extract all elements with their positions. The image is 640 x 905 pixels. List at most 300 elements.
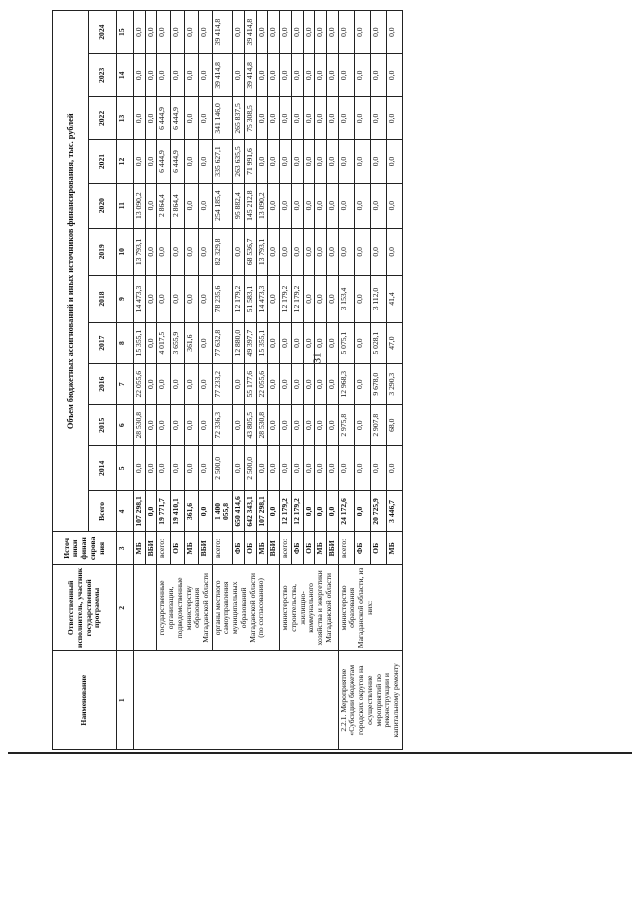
value-cell: 0,0 bbox=[354, 183, 370, 228]
value-cell: 0,0 bbox=[145, 54, 157, 97]
total-cell: 3 446,7 bbox=[386, 491, 402, 532]
value-cell: 0,0 bbox=[280, 228, 292, 275]
value-cell: 0,0 bbox=[370, 54, 386, 97]
value-cell: 12 179,2 bbox=[291, 275, 303, 322]
value-cell: 0,0 bbox=[315, 228, 327, 275]
col-number: 14 bbox=[117, 54, 134, 97]
col-number: 10 bbox=[117, 228, 134, 275]
value-cell: 0,0 bbox=[198, 405, 212, 446]
value-cell: 0,0 bbox=[256, 11, 268, 54]
source-cell: ВБИ bbox=[326, 532, 338, 565]
value-cell: 13 793,1 bbox=[256, 228, 268, 275]
value-cell: 0,0 bbox=[157, 228, 171, 275]
header-year: 2016 bbox=[89, 364, 117, 405]
value-cell: 82 329,8 bbox=[212, 228, 232, 275]
col-number: 6 bbox=[117, 405, 134, 446]
value-cell: 0,0 bbox=[145, 446, 157, 491]
value-cell: 0,0 bbox=[315, 364, 327, 405]
source-cell: ФБ bbox=[291, 532, 303, 565]
value-cell: 0,0 bbox=[280, 405, 292, 446]
header-year: 2023 bbox=[89, 54, 117, 97]
value-cell: 0,0 bbox=[338, 11, 354, 54]
value-cell: 0,0 bbox=[386, 54, 402, 97]
value-cell: 6 444,9 bbox=[171, 140, 185, 183]
header-volume-title: Объем бюджетных ассигнований и иных источников финансирования, тыс. рублей bbox=[53, 11, 89, 532]
value-cell: 0,0 bbox=[268, 275, 280, 322]
header-year: 2017 bbox=[89, 323, 117, 364]
value-cell: 0,0 bbox=[315, 11, 327, 54]
value-cell: 0,0 bbox=[171, 446, 185, 491]
value-cell: 0,0 bbox=[315, 405, 327, 446]
value-cell: 68 536,7 bbox=[244, 228, 256, 275]
value-cell: 3 655,9 bbox=[171, 323, 185, 364]
value-cell: 41,4 bbox=[386, 275, 402, 322]
value-cell: 0,0 bbox=[354, 405, 370, 446]
value-cell: 0,0 bbox=[338, 54, 354, 97]
value-cell: 0,0 bbox=[370, 140, 386, 183]
value-cell: 2 864,4 bbox=[157, 183, 171, 228]
value-cell: 0,0 bbox=[185, 405, 199, 446]
value-cell: 0,0 bbox=[198, 228, 212, 275]
value-cell: 0,0 bbox=[326, 446, 338, 491]
value-cell: 0,0 bbox=[386, 97, 402, 140]
value-cell: 0,0 bbox=[134, 11, 146, 54]
value-cell: 0,0 bbox=[370, 446, 386, 491]
total-cell: 0,0 bbox=[303, 491, 315, 532]
value-cell: 0,0 bbox=[303, 405, 315, 446]
value-cell: 0,0 bbox=[280, 11, 292, 54]
name-cell-empty bbox=[134, 651, 339, 750]
value-cell: 335 627,1 bbox=[212, 140, 232, 183]
value-cell: 6 444,9 bbox=[157, 97, 171, 140]
value-cell: 0,0 bbox=[326, 364, 338, 405]
executor-ministry-construction: министерство строительства, жилищно-коммунального хозяйства и энергетики Магаданской области bbox=[280, 565, 339, 651]
header-year: 2024 bbox=[89, 11, 117, 54]
value-cell: 0,0 bbox=[268, 140, 280, 183]
col-number: 3 bbox=[117, 532, 134, 565]
value-cell: 0,0 bbox=[171, 228, 185, 275]
total-cell: 19 410,1 bbox=[171, 491, 185, 532]
value-cell: 22 055,6 bbox=[134, 364, 146, 405]
value-cell: 0,0 bbox=[303, 183, 315, 228]
source-cell: ВБИ bbox=[198, 532, 212, 565]
value-cell: 0,0 bbox=[157, 11, 171, 54]
value-cell: 0,0 bbox=[303, 54, 315, 97]
source-cell: ОБ bbox=[303, 532, 315, 565]
header-year: 2020 bbox=[89, 183, 117, 228]
value-cell: 0,0 bbox=[233, 11, 245, 54]
value-cell: 0,0 bbox=[185, 97, 199, 140]
value-cell: 3 290,3 bbox=[386, 364, 402, 405]
value-cell: 0,0 bbox=[280, 97, 292, 140]
value-cell: 0,0 bbox=[303, 323, 315, 364]
value-cell: 28 530,8 bbox=[134, 405, 146, 446]
value-cell: 0,0 bbox=[134, 140, 146, 183]
value-cell: 0,0 bbox=[338, 183, 354, 228]
value-cell: 12 179,2 bbox=[233, 275, 245, 322]
col-number: 11 bbox=[117, 183, 134, 228]
value-cell: 0,0 bbox=[326, 323, 338, 364]
value-cell: 0,0 bbox=[256, 54, 268, 97]
executor-gov-orgs: государственные организации, подведомственные министерству образования Магаданской области bbox=[157, 565, 212, 651]
value-cell: 2 500,0 bbox=[244, 446, 256, 491]
value-cell: 0,0 bbox=[198, 364, 212, 405]
source-cell: ОБ bbox=[370, 532, 386, 565]
value-cell: 0,0 bbox=[386, 228, 402, 275]
value-cell: 0,0 bbox=[256, 97, 268, 140]
value-cell: 78 235,6 bbox=[212, 275, 232, 322]
value-cell: 0,0 bbox=[370, 97, 386, 140]
source-cell: ВБИ bbox=[145, 532, 157, 565]
value-cell: 0,0 bbox=[268, 364, 280, 405]
value-cell: 0,0 bbox=[291, 183, 303, 228]
value-cell: 0,0 bbox=[315, 183, 327, 228]
value-cell: 0,0 bbox=[291, 97, 303, 140]
value-cell: 0,0 bbox=[338, 446, 354, 491]
total-cell: 0,0 bbox=[315, 491, 327, 532]
value-cell: 0,0 bbox=[145, 405, 157, 446]
source-cell: МБ bbox=[134, 532, 146, 565]
source-cell: всего: bbox=[212, 532, 232, 565]
value-cell: 12 968,3 bbox=[338, 364, 354, 405]
value-cell: 55 177,6 bbox=[244, 364, 256, 405]
col-number: 7 bbox=[117, 364, 134, 405]
value-cell: 0,0 bbox=[326, 275, 338, 322]
value-cell: 0,0 bbox=[303, 228, 315, 275]
value-cell: 0,0 bbox=[326, 54, 338, 97]
value-cell: 0,0 bbox=[268, 97, 280, 140]
value-cell: 0,0 bbox=[134, 446, 146, 491]
header-total: Всего bbox=[89, 491, 117, 532]
value-cell: 0,0 bbox=[315, 275, 327, 322]
value-cell: 0,0 bbox=[326, 11, 338, 54]
value-cell: 0,0 bbox=[256, 140, 268, 183]
value-cell: 0,0 bbox=[386, 140, 402, 183]
value-cell: 77 233,2 bbox=[212, 364, 232, 405]
value-cell: 0,0 bbox=[386, 11, 402, 54]
value-cell: 0,0 bbox=[303, 140, 315, 183]
value-cell: 0,0 bbox=[280, 364, 292, 405]
value-cell: 0,0 bbox=[370, 183, 386, 228]
source-cell: МБ bbox=[185, 532, 199, 565]
value-cell: 5 028,1 bbox=[370, 323, 386, 364]
value-cell: 0,0 bbox=[291, 405, 303, 446]
value-cell: 0,0 bbox=[145, 183, 157, 228]
executor-cell-empty bbox=[134, 565, 157, 651]
value-cell: 0,0 bbox=[198, 323, 212, 364]
value-cell: 0,0 bbox=[198, 140, 212, 183]
source-cell: ОБ bbox=[171, 532, 185, 565]
value-cell: 0,0 bbox=[354, 54, 370, 97]
header-year: 2018 bbox=[89, 275, 117, 322]
value-cell: 0,0 bbox=[280, 323, 292, 364]
value-cell: 0,0 bbox=[233, 364, 245, 405]
value-cell: 71 991,6 bbox=[244, 140, 256, 183]
header-year: 2015 bbox=[89, 405, 117, 446]
value-cell: 0,0 bbox=[145, 323, 157, 364]
value-cell: 12 179,2 bbox=[280, 275, 292, 322]
executor-local-gov: органы местного самоуправления муниципальных образований Магаданской области (по согласованию) bbox=[212, 565, 279, 651]
total-cell: 19 771,7 bbox=[157, 491, 171, 532]
total-cell: 12 179,2 bbox=[291, 491, 303, 532]
value-cell: 0,0 bbox=[291, 54, 303, 97]
value-cell: 68,0 bbox=[386, 405, 402, 446]
value-cell: 0,0 bbox=[370, 11, 386, 54]
header-year: 2021 bbox=[89, 140, 117, 183]
value-cell: 0,0 bbox=[134, 97, 146, 140]
value-cell: 0,0 bbox=[315, 97, 327, 140]
value-cell: 2 907,8 bbox=[370, 405, 386, 446]
value-cell: 0,0 bbox=[198, 11, 212, 54]
value-cell: 0,0 bbox=[303, 446, 315, 491]
value-cell: 0,0 bbox=[338, 97, 354, 140]
value-cell: 0,0 bbox=[354, 275, 370, 322]
value-cell: 0,0 bbox=[354, 446, 370, 491]
total-cell: 0,0 bbox=[326, 491, 338, 532]
value-cell: 0,0 bbox=[315, 446, 327, 491]
value-cell: 0,0 bbox=[157, 405, 171, 446]
source-cell: ФБ bbox=[354, 532, 370, 565]
value-cell: 0,0 bbox=[233, 54, 245, 97]
total-cell: 24 172,6 bbox=[338, 491, 354, 532]
value-cell: 0,0 bbox=[157, 446, 171, 491]
col-number: 12 bbox=[117, 140, 134, 183]
col-number: 5 bbox=[117, 446, 134, 491]
value-cell: 341 146,0 bbox=[212, 97, 232, 140]
value-cell: 72 336,3 bbox=[212, 405, 232, 446]
source-cell: МБ bbox=[315, 532, 327, 565]
header-year: 2014 bbox=[89, 446, 117, 491]
measure-name: 2.2.1. Мероприятие «Субсидии бюджетам городских округов на осуществление мероприятий по реконструкции и капитальному ремонту bbox=[338, 651, 402, 750]
source-cell: ВБИ bbox=[268, 532, 280, 565]
col-number: 13 bbox=[117, 97, 134, 140]
value-cell: 0,0 bbox=[280, 446, 292, 491]
funding-table bbox=[52, 10, 403, 750]
value-cell: 0,0 bbox=[145, 140, 157, 183]
header-year: 2022 bbox=[89, 97, 117, 140]
value-cell: 0,0 bbox=[268, 228, 280, 275]
value-cell: 0,0 bbox=[354, 323, 370, 364]
value-cell: 3 112,0 bbox=[370, 275, 386, 322]
executor-ministry-education: министерство образования Магаданской области, из них: bbox=[338, 565, 402, 651]
header-name: Наименование bbox=[53, 651, 117, 750]
value-cell: 0,0 bbox=[171, 11, 185, 54]
value-cell: 254 185,4 bbox=[212, 183, 232, 228]
value-cell: 14 473,3 bbox=[134, 275, 146, 322]
source-cell: всего: bbox=[157, 532, 171, 565]
value-cell: 0,0 bbox=[198, 446, 212, 491]
value-cell: 0,0 bbox=[157, 54, 171, 97]
value-cell: 0,0 bbox=[171, 275, 185, 322]
value-cell: 22 055,6 bbox=[256, 364, 268, 405]
value-cell: 0,0 bbox=[268, 446, 280, 491]
value-cell: 6 444,9 bbox=[171, 97, 185, 140]
value-cell: 0,0 bbox=[326, 405, 338, 446]
value-cell: 0,0 bbox=[315, 54, 327, 97]
page-number: 31 bbox=[311, 352, 324, 364]
source-cell: всего: bbox=[338, 532, 354, 565]
value-cell: 49 397,7 bbox=[244, 323, 256, 364]
value-cell: 0,0 bbox=[370, 228, 386, 275]
value-cell: 0,0 bbox=[326, 97, 338, 140]
value-cell: 0,0 bbox=[198, 54, 212, 97]
value-cell: 0,0 bbox=[386, 446, 402, 491]
rotated-table-wrapper bbox=[52, 10, 587, 750]
value-cell: 361,6 bbox=[185, 323, 199, 364]
total-cell: 0,0 bbox=[268, 491, 280, 532]
source-cell: ОБ bbox=[244, 532, 256, 565]
total-cell: 642 343,1 bbox=[244, 491, 256, 532]
value-cell: 13 090,2 bbox=[134, 183, 146, 228]
value-cell: 12 880,0 bbox=[233, 323, 245, 364]
value-cell: 0,0 bbox=[303, 11, 315, 54]
col-number: 9 bbox=[117, 275, 134, 322]
value-cell: 0,0 bbox=[291, 11, 303, 54]
value-cell: 0,0 bbox=[354, 11, 370, 54]
total-cell: 0,0 bbox=[145, 491, 157, 532]
value-cell: 0,0 bbox=[291, 323, 303, 364]
value-cell: 39 414,8 bbox=[244, 11, 256, 54]
total-cell: 12 179,2 bbox=[280, 491, 292, 532]
value-cell: 95 882,4 bbox=[233, 183, 245, 228]
value-cell: 0,0 bbox=[185, 275, 199, 322]
value-cell: 28 530,8 bbox=[256, 405, 268, 446]
source-cell: МБ bbox=[386, 532, 402, 565]
value-cell: 0,0 bbox=[303, 97, 315, 140]
source-cell: всего: bbox=[280, 532, 292, 565]
value-cell: 39 414,8 bbox=[212, 54, 232, 97]
value-cell: 47,0 bbox=[386, 323, 402, 364]
col-number: 15 bbox=[117, 11, 134, 54]
value-cell: 0,0 bbox=[315, 323, 327, 364]
value-cell: 0,0 bbox=[354, 97, 370, 140]
col-number: 2 bbox=[117, 565, 134, 651]
value-cell: 0,0 bbox=[256, 446, 268, 491]
value-cell: 0,0 bbox=[268, 54, 280, 97]
value-cell: 13 090,2 bbox=[256, 183, 268, 228]
value-cell: 2 975,8 bbox=[338, 405, 354, 446]
value-cell: 0,0 bbox=[291, 140, 303, 183]
value-cell: 0,0 bbox=[198, 275, 212, 322]
value-cell: 0,0 bbox=[171, 364, 185, 405]
value-cell: 0,0 bbox=[145, 228, 157, 275]
value-cell: 15 355,1 bbox=[134, 323, 146, 364]
value-cell: 0,0 bbox=[198, 97, 212, 140]
value-cell: 15 355,1 bbox=[256, 323, 268, 364]
value-cell: 0,0 bbox=[171, 54, 185, 97]
total-cell: 650 414,6 bbox=[233, 491, 245, 532]
value-cell: 0,0 bbox=[291, 364, 303, 405]
total-cell: 361,6 bbox=[185, 491, 199, 532]
value-cell: 6 444,9 bbox=[157, 140, 171, 183]
value-cell: 2 864,4 bbox=[171, 183, 185, 228]
total-cell: 107 298,1 bbox=[256, 491, 268, 532]
value-cell: 0,0 bbox=[280, 54, 292, 97]
value-cell: 14 473,3 bbox=[256, 275, 268, 322]
value-cell: 0,0 bbox=[145, 97, 157, 140]
value-cell: 0,0 bbox=[185, 54, 199, 97]
value-cell: 2 500,0 bbox=[212, 446, 232, 491]
value-cell: 39 414,8 bbox=[212, 11, 232, 54]
value-cell: 0,0 bbox=[386, 183, 402, 228]
value-cell: 4 017,5 bbox=[157, 323, 171, 364]
value-cell: 13 793,1 bbox=[134, 228, 146, 275]
value-cell: 0,0 bbox=[185, 11, 199, 54]
total-cell: 0,0 bbox=[354, 491, 370, 532]
value-cell: 145 212,8 bbox=[244, 183, 256, 228]
value-cell: 0,0 bbox=[198, 183, 212, 228]
value-cell: 43 805,5 bbox=[244, 405, 256, 446]
value-cell: 0,0 bbox=[315, 140, 327, 183]
value-cell: 0,0 bbox=[157, 364, 171, 405]
value-cell: 5 075,1 bbox=[338, 323, 354, 364]
value-cell: 0,0 bbox=[185, 228, 199, 275]
value-cell: 0,0 bbox=[171, 405, 185, 446]
total-cell: 0,0 bbox=[198, 491, 212, 532]
value-cell: 0,0 bbox=[233, 228, 245, 275]
source-cell: ФБ bbox=[233, 532, 245, 565]
value-cell: 0,0 bbox=[145, 11, 157, 54]
source-cell: МБ bbox=[256, 532, 268, 565]
value-cell: 0,0 bbox=[280, 183, 292, 228]
value-cell: 0,0 bbox=[303, 275, 315, 322]
value-cell: 0,0 bbox=[326, 140, 338, 183]
value-cell: 3 153,4 bbox=[338, 275, 354, 322]
total-cell: 107 298,1 bbox=[134, 491, 146, 532]
col-number: 1 bbox=[117, 651, 134, 750]
value-cell: 0,0 bbox=[185, 183, 199, 228]
value-cell: 0,0 bbox=[268, 405, 280, 446]
col-number: 4 bbox=[117, 491, 134, 532]
value-cell: 9 678,0 bbox=[370, 364, 386, 405]
value-cell: 0,0 bbox=[134, 54, 146, 97]
header-year: 2019 bbox=[89, 228, 117, 275]
value-cell: 0,0 bbox=[268, 11, 280, 54]
value-cell: 77 632,8 bbox=[212, 323, 232, 364]
value-cell: 0,0 bbox=[268, 323, 280, 364]
value-cell: 0,0 bbox=[291, 446, 303, 491]
value-cell: 51 583,1 bbox=[244, 275, 256, 322]
value-cell: 0,0 bbox=[157, 275, 171, 322]
total-cell: 20 725,9 bbox=[370, 491, 386, 532]
value-cell: 75 308,5 bbox=[244, 97, 256, 140]
value-cell: 263 635,5 bbox=[233, 140, 245, 183]
value-cell: 0,0 bbox=[338, 140, 354, 183]
value-cell: 0,0 bbox=[145, 364, 157, 405]
value-cell: 39 414,8 bbox=[244, 54, 256, 97]
value-cell: 0,0 bbox=[145, 275, 157, 322]
col-number: 8 bbox=[117, 323, 134, 364]
value-cell: 0,0 bbox=[326, 183, 338, 228]
total-cell: 1 400 055,8 bbox=[212, 491, 232, 532]
value-cell: 0,0 bbox=[303, 364, 315, 405]
value-cell: 0,0 bbox=[326, 228, 338, 275]
value-cell: 0,0 bbox=[185, 140, 199, 183]
value-cell: 0,0 bbox=[354, 364, 370, 405]
header-source: Источ ники финан сирова ния bbox=[53, 532, 117, 565]
header-executor: Ответственный исполнитель, участник государственной программы bbox=[53, 565, 117, 651]
value-cell: 0,0 bbox=[233, 446, 245, 491]
value-cell: 0,0 bbox=[354, 228, 370, 275]
page-bottom-rule bbox=[8, 752, 632, 754]
value-cell: 0,0 bbox=[268, 183, 280, 228]
value-cell: 0,0 bbox=[280, 140, 292, 183]
value-cell: 0,0 bbox=[338, 228, 354, 275]
value-cell: 0,0 bbox=[354, 140, 370, 183]
value-cell: 0,0 bbox=[185, 446, 199, 491]
value-cell: 265 837,5 bbox=[233, 97, 245, 140]
value-cell: 0,0 bbox=[185, 364, 199, 405]
